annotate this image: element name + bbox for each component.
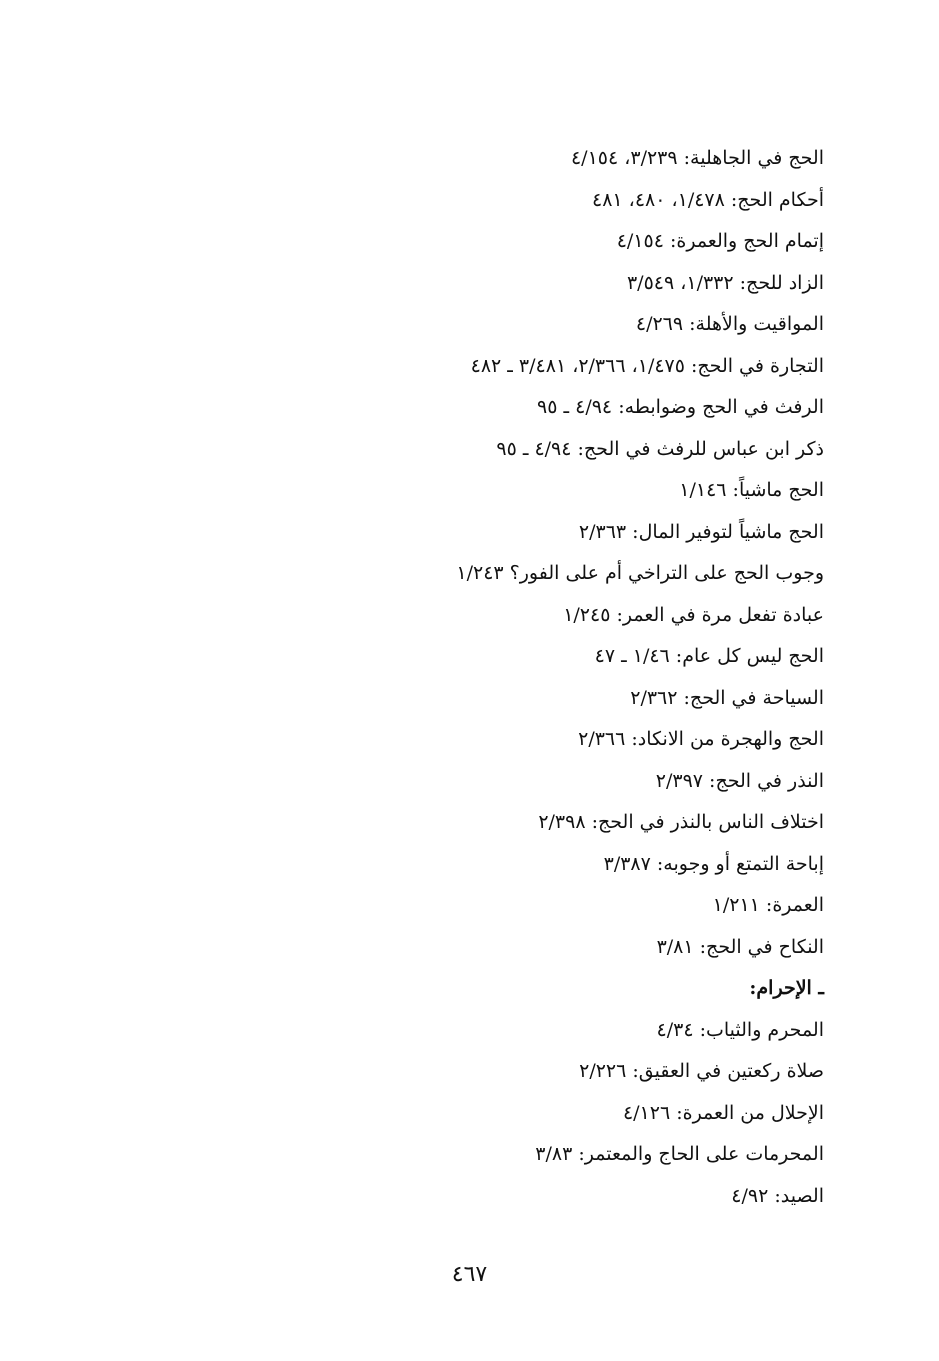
index-entry: التجارة في الحج: ١/٤٧٥، ٢/٣٦٦، ٣/٤٨١ ـ ٤٨٢ <box>470 354 824 377</box>
index-entry: الحج ماشياً لتوفير المال: ٢/٣٦٣ <box>578 520 824 543</box>
index-entry: النكاح في الحج: ٣/٨١ <box>656 935 824 958</box>
index-entry: أحكام الحج: ١/٤٧٨، ٤٨٠، ٤٨١ <box>592 188 824 211</box>
page-number: ٤٦٧ <box>451 1262 488 1287</box>
index-entry: الصيد: ٤/٩٢ <box>731 1184 824 1207</box>
index-entry: المحرم والثياب: ٤/٣٤ <box>656 1018 824 1041</box>
index-entry: وجوب الحج على التراخي أم على الفور؟ ١/٢٤٣ <box>456 562 824 584</box>
index-entry: النذر في الحج: ٢/٣٩٧ <box>655 769 824 792</box>
index-entry: الحج والهجرة من الانكاد: ٢/٣٦٦ <box>578 728 824 750</box>
index-entry: المحرمات على الحاج والمعتمر: ٣/٨٣ <box>535 1143 824 1165</box>
index-entry: إباحة التمتع أو وجوبه: ٣/٣٨٧ <box>603 852 824 875</box>
index-entry: المواقيت والأهلة: ٤/٢٦٩ <box>635 313 824 335</box>
index-entry: الحج ماشياً: ١/١٤٦ <box>679 479 824 501</box>
index-entry: الإحلال من العمرة: ٤/١٢٦ <box>622 1101 824 1124</box>
index-entry: اختلاف الناس بالنذر في الحج: ٢/٣٩٨ <box>538 811 824 833</box>
index-entry: الزاد للحج: ١/٣٣٢، ٣/٥٤٩ <box>626 271 824 294</box>
index-list <box>124 138 824 1217</box>
index-entry: إتمام الحج والعمرة: ٤/١٥٤ <box>616 230 824 252</box>
index-entry: صلاة ركعتين في العقيق: ٢/٢٢٦ <box>579 1060 824 1082</box>
index-entry: الحج ليس كل عام: ١/٤٦ ـ ٤٧ <box>594 645 824 667</box>
index-entry: الحج في الجاهلية: ٣/٢٣٩، ٤/١٥٤ <box>570 147 824 169</box>
index-entry: السياحة في الحج: ٢/٣٦٢ <box>630 686 824 709</box>
section-heading: ـ الإحرام: <box>749 977 824 999</box>
index-entry: عبادة تفعل مرة في العمر: ١/٢٤٥ <box>563 603 824 626</box>
index-entry: الرفث في الحج وضوابطه: ٤/٩٤ ـ ٩٥ <box>537 396 824 418</box>
index-entry: ذكر ابن عباس للرفث في الحج: ٤/٩٤ ـ ٩٥ <box>496 437 824 460</box>
index-entry: العمرة: ١/٢١١ <box>712 894 824 916</box>
